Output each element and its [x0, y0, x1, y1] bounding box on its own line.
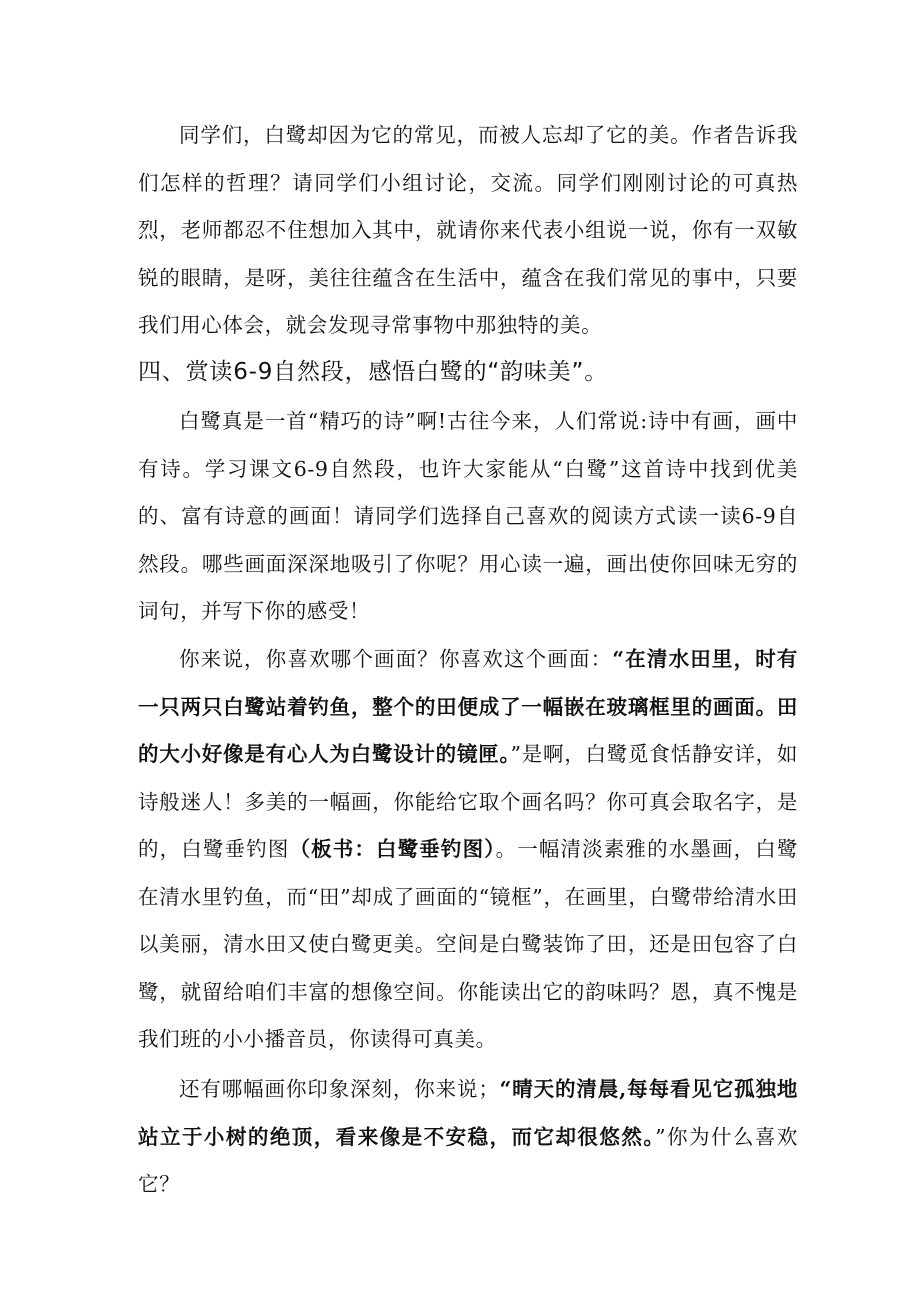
board-note: （板书：白鹭垂钓图） — [289, 837, 496, 861]
paragraph-3 — [138, 636, 798, 1064]
paragraph-2: 白鹭真是一首“精巧的诗”啊!古往今来，人们常说:诗中有画，画中有诗。学习课文6-9自然段，也许大家能从“白鹭”这首诗中找到优美的、富有诗意的画面！请同学们选择自己喜欢的阅读方式读一读6-9自然段。哪些画面深深地吸引了你呢？用心读一遍，画出使你回味无穷的词句，并写下你的感受！ — [138, 409, 798, 623]
paragraph-3-middle: ”是啊，白鹭觅食恬静安详，如诗般迷人！多美的一幅画，你能给它取个画名吗？你可真会取名字，是的，白鹭垂钓图 — [138, 742, 798, 861]
paragraph-4-quote: “晴天的清晨,每每看见它孤独地站立于小树的绝顶，看来像是不安稳，而它却很悠然。 — [138, 1077, 798, 1149]
paragraph-3-quote: “在清水田里，时有一只两只白鹭站着钓鱼，整个的田便成了一幅嵌在玻璃框里的画面。田的大小好像是有心人为白鹭设计的镜匣。 — [138, 647, 799, 766]
paragraph-3-intro: 你来说，你喜欢哪个画面？你喜欢这个画面： — [179, 647, 613, 671]
section-heading: 四、赏读6-9自然段，感悟白鹭的“韵味美”。 — [138, 359, 608, 385]
paragraph-1: 同学们，白鹭却因为它的常见，而被人忘却了它的美。作者告诉我们怎样的哲理？请同学们小组讨论，交流。同学们刚刚讨论的可真热烈，老师都忍不住想加入其中，就请你来代表小组说一说，你有一双敏锐的眼睛，是呀，美往往蕴含在生活中，蕴含在我们常见的事中，只要我们用心体会，就会发现寻常事物中那独特的美。 — [138, 123, 798, 337]
paragraph-4 — [138, 1066, 798, 1209]
paragraph-3-rest: 。一幅清淡素雅的水墨画，白鹭在清水里钓鱼，而“田”却成了画面的“镜框”，在画里，白鹭带给清水田以美丽，清水田又使白鹭更美。空间是白鹭装饰了田，还是田包容了白鹭，就留给咱们丰富的想像空间。你能读出它的韵味吗？恩，真不愧是我们班的小小播音员，你读得可真美。 — [138, 837, 799, 1051]
paragraph-4-intro: 还有哪幅画你印象深刻，你来说； — [179, 1077, 500, 1101]
paragraph-4-rest: ”你为什么喜欢它？ — [138, 1124, 798, 1196]
